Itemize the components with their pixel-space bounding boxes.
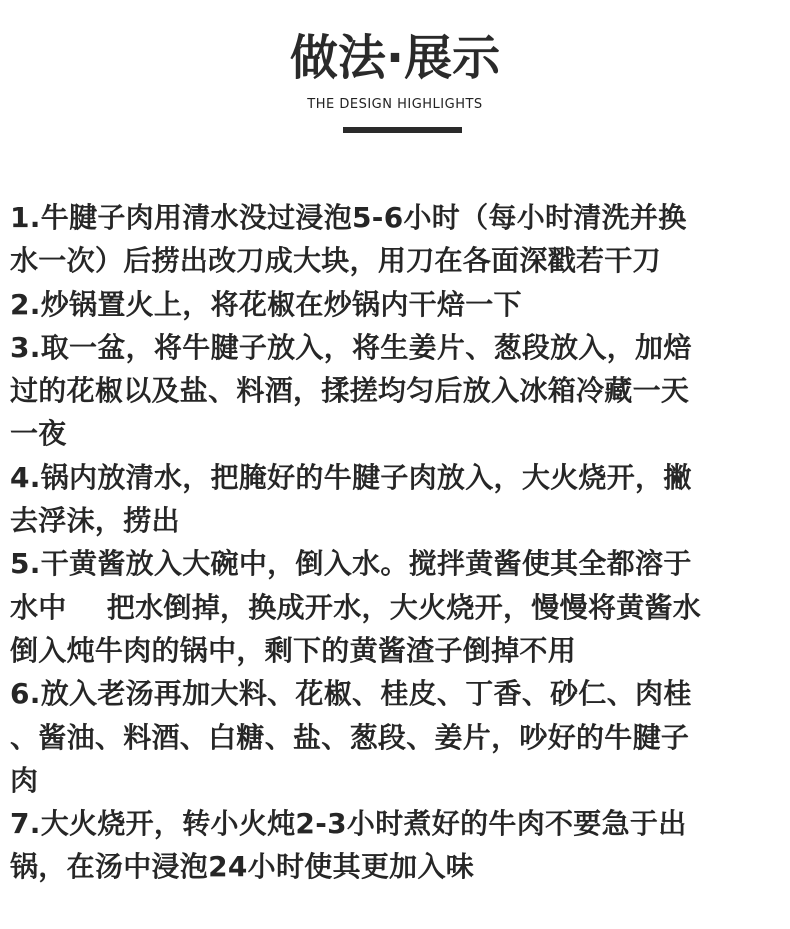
step-line: 锅，在汤中浸泡24小时使其更加入味 xyxy=(10,850,475,884)
title-underline-divider xyxy=(343,127,462,133)
page-subtitle: THE DESIGN HIGHLIGHTS xyxy=(307,97,483,112)
step-line: 肉 xyxy=(10,763,39,797)
step-line: 去浮沫，捞出 xyxy=(10,504,180,538)
step-1 xyxy=(10,196,785,283)
step-line: 水中 把水倒掉，换成开水，大火烧开，慢慢将黄酱水 xyxy=(10,590,702,624)
step-2 xyxy=(10,283,785,326)
step-line: 2.炒锅置火上，将花椒在炒锅内干焙一下 xyxy=(10,287,522,321)
step-6 xyxy=(10,672,785,802)
step-line: 6.放入老汤再加大料、花椒、桂皮、丁香、砂仁、肉桂 xyxy=(10,677,692,711)
step-line: 水一次）后捞出改刀成大块，用刀在各面深戳若干刀 xyxy=(10,244,661,278)
steps-list xyxy=(10,196,785,889)
step-5 xyxy=(10,542,785,672)
step-line: 3.取一盆，将牛腱子放入，将生姜片、葱段放入，加焙 xyxy=(10,330,692,364)
step-3 xyxy=(10,326,785,456)
step-line: 5.干黄酱放入大碗中，倒入水。搅拌黄酱使其全都溶于 xyxy=(10,547,692,581)
step-line: 、酱油、料酒、白糖、盐、葱段、姜片，吵好的牛腱子 xyxy=(10,720,690,754)
step-line: 4.锅内放清水，把腌好的牛腱子肉放入，大火烧开，撇 xyxy=(10,460,692,494)
step-line: 倒入炖牛肉的锅中，剩下的黄酱渣子倒掉不用 xyxy=(10,633,577,667)
step-line: 1.牛腱子肉用清水没过浸泡5-6小时（每小时清洗并换 xyxy=(10,201,687,234)
step-line: 一夜 xyxy=(10,417,67,451)
step-line: 过的花椒以及盐、料酒，揉搓均匀后放入冰箱冷藏一天 xyxy=(10,374,690,408)
step-4 xyxy=(10,456,785,543)
page-title: 做法·展示 xyxy=(289,30,501,86)
step-7 xyxy=(10,802,785,889)
step-line: 7.大火烧开，转小火炖2-3小时煮好的牛肉不要急于出 xyxy=(10,807,687,841)
